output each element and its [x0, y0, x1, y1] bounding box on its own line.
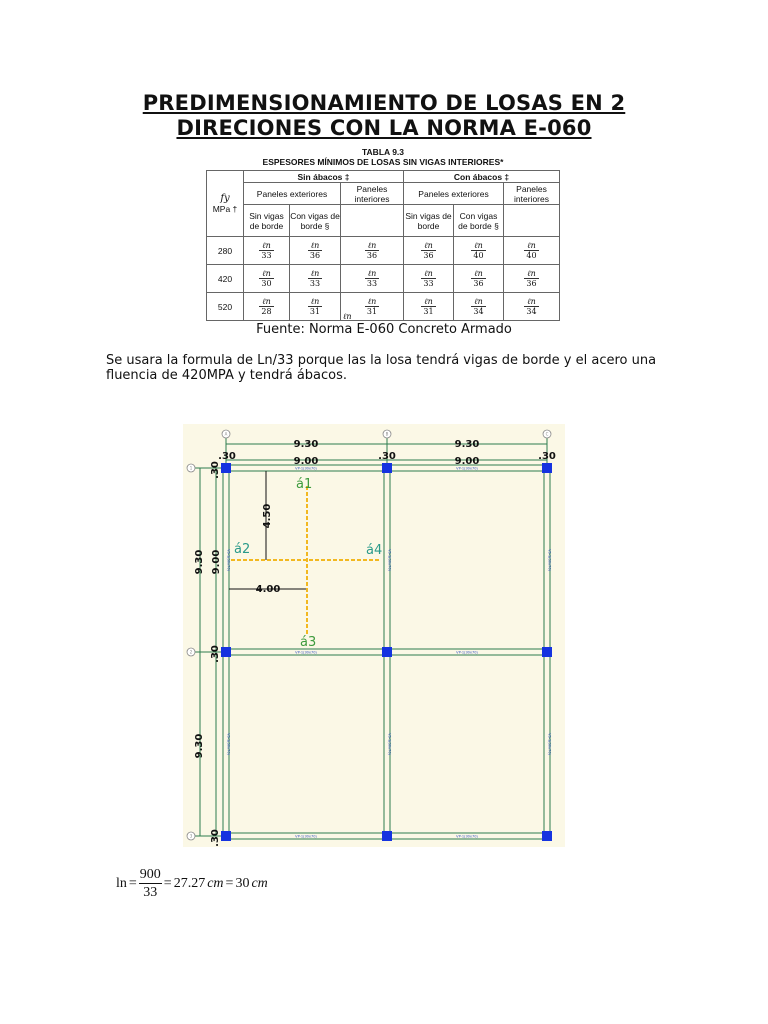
table-row	[207, 265, 560, 293]
dim-left-span-1: 9.30	[194, 549, 205, 575]
frac-num: ℓn	[365, 241, 379, 251]
ratio-cell	[244, 265, 290, 293]
fy-unit: MPa †	[212, 203, 238, 214]
column-a1	[221, 463, 231, 473]
formula-denominator: 33	[143, 885, 158, 900]
axis-label-a: A	[224, 431, 228, 437]
axis-label-c: C	[545, 431, 549, 437]
axis-label-2: 2	[189, 649, 193, 655]
frac-den: 34	[526, 307, 537, 316]
dim-col-width-3: .30	[538, 451, 556, 462]
ratio-cell	[290, 293, 341, 321]
column-b3	[382, 831, 392, 841]
column-c3	[542, 831, 552, 841]
explanation-paragraph: Se usara la formula de Ln/33 porque las la losa tendrá vigas de borde y el acero una fluencia de 420MPA y tendrá ábacos.	[106, 353, 657, 383]
formula-unit-2: cm	[251, 875, 268, 891]
ratio-cell	[244, 293, 290, 321]
frac-den: 31	[366, 307, 378, 316]
dim-col-width-1: .30	[218, 451, 236, 462]
frac-num: ℓn	[524, 269, 538, 279]
frac-den: 28	[261, 307, 272, 316]
frac-den: 31	[423, 307, 434, 316]
dim-top-span-2: 9.30	[454, 439, 480, 450]
beam-label: VP-1(30x70)	[295, 650, 317, 655]
ratio-cell	[404, 293, 454, 321]
paneles-interiores-sin: Paneles interiores	[341, 183, 404, 205]
frac-num: ℓn	[365, 297, 379, 307]
dim-top-span-1: 9.30	[293, 439, 319, 450]
frac-num: ℓn	[524, 297, 538, 307]
frac-den: 36	[366, 251, 378, 260]
paneles-exteriores-con: Paneles exteriores	[404, 183, 504, 205]
frac-den: 36	[309, 251, 321, 260]
beam-label: VP-1(30x70)	[456, 834, 478, 839]
frac-den: 40	[526, 251, 537, 260]
frac-num: ℓn	[259, 297, 273, 307]
label-a3: á3	[300, 635, 317, 650]
frac-num: ℓn	[471, 241, 485, 251]
table-row	[207, 293, 560, 321]
stray-ln-mark: ℓn	[343, 312, 352, 321]
blank-cell	[341, 205, 404, 237]
table-number: TABLA 9.3	[361, 147, 405, 157]
beam-label-vertical: VS-1(30x70)	[547, 549, 552, 571]
axis-label-3: 3	[189, 833, 193, 839]
group-sin-abacos: Sin ábacos ‡	[244, 171, 404, 183]
frac-num: ℓn	[524, 241, 538, 251]
formula-numerator: 900	[139, 867, 161, 882]
formula-unit-1: cm	[207, 875, 224, 891]
slab-plan-drawing	[183, 424, 565, 847]
frac-num: ℓn	[365, 269, 379, 279]
ratio-cell	[454, 293, 504, 321]
title-line-2: DIRECIONES CON LA NORMA E-060	[176, 116, 592, 140]
paneles-interiores-con: Paneles interiores	[504, 183, 560, 205]
beam-label: VP-1(30x70)	[295, 466, 317, 471]
column-b1	[382, 463, 392, 473]
dim-inner-span-2: 9.00	[454, 456, 480, 467]
thickness-table	[206, 170, 560, 321]
frac-den: 36	[473, 279, 484, 288]
label-a2: á2	[234, 542, 251, 557]
ratio-cell	[504, 265, 560, 293]
frac-num: ℓn	[471, 269, 485, 279]
ratio-cell	[504, 293, 560, 321]
column-c2	[542, 647, 552, 657]
dim-row-width-2: .30	[210, 645, 221, 663]
beam-label-vertical: VS-1(30x70)	[547, 733, 552, 755]
frac-den: 33	[366, 279, 378, 288]
ratio-cell	[504, 237, 560, 265]
frac-num: ℓn	[421, 241, 435, 251]
frac-den: 34	[473, 307, 484, 316]
formula-lhs: ln	[116, 875, 127, 891]
ratio-cell	[341, 265, 404, 293]
paneles-exteriores-sin: Paneles exteriores	[244, 183, 341, 205]
ratio-cell	[244, 237, 290, 265]
beam-label: VP-1(30x70)	[456, 650, 478, 655]
frac-num: ℓn	[259, 241, 273, 251]
formula-equals: =	[163, 875, 172, 891]
ratio-cell	[341, 237, 404, 265]
blank-cell	[504, 205, 560, 237]
table-title: ESPESORES MÍNIMOS DE LOSAS SIN VIGAS INTERIORES*	[262, 157, 504, 167]
group-con-abacos: Con ábacos ‡	[404, 171, 560, 183]
frac-num: ℓn	[421, 269, 435, 279]
formula-equals: =	[225, 875, 234, 891]
frac-den: 36	[423, 251, 434, 260]
con-vigas-2: Con vigas de borde §	[454, 205, 504, 237]
frac-den: 36	[526, 279, 537, 288]
sin-vigas-2: Sin vigas de borde	[404, 205, 454, 237]
fy-label: fy	[220, 192, 230, 204]
beam-label-vertical: VS-1(30x70)	[387, 549, 392, 571]
frac-num: ℓn	[308, 269, 322, 279]
ratio-cell	[341, 293, 404, 321]
frac-den: 31	[309, 307, 321, 316]
frac-num: ℓn	[421, 297, 435, 307]
beam-label: VP-1(30x70)	[295, 834, 317, 839]
dim-row-width-1: .30	[210, 461, 221, 479]
frac-num: ℓn	[259, 269, 273, 279]
thickness-formula	[116, 866, 268, 901]
ratio-cell	[404, 237, 454, 265]
dim-row-width-3: .30	[210, 829, 221, 847]
label-a4: á4	[366, 543, 383, 558]
ratio-cell	[290, 265, 341, 293]
label-a1: á1	[296, 477, 313, 492]
table-row	[207, 237, 560, 265]
frac-den: 40	[473, 251, 484, 260]
formula-result-1: 27.27	[173, 875, 206, 891]
fy-value: 420	[207, 265, 244, 293]
ratio-cell	[454, 265, 504, 293]
ratio-cell	[290, 237, 341, 265]
formula-equals: =	[128, 875, 137, 891]
beam-label: VP-1(30x70)	[456, 466, 478, 471]
plan-svg	[183, 424, 565, 847]
frac-den: 30	[261, 279, 272, 288]
beam-label-vertical: VS-1(30x70)	[387, 733, 392, 755]
column-b2	[382, 647, 392, 657]
column-c1	[542, 463, 552, 473]
frac-den: 33	[423, 279, 434, 288]
column-a2	[221, 647, 231, 657]
ratio-cell	[404, 265, 454, 293]
dim-inner-span-1: 9.00	[293, 456, 319, 467]
beam-label-vertical: VS-1(30x70)	[226, 733, 231, 755]
beam-label-vertical: VS-1(30x70)	[226, 549, 231, 571]
fy-value: 520	[207, 293, 244, 321]
dim-vertical-4-50: 4.50	[262, 503, 273, 529]
table-caption	[206, 147, 560, 167]
axis-label-b: B	[385, 431, 389, 437]
column-a3	[221, 831, 231, 841]
frac-den: 33	[309, 279, 321, 288]
title-line-1: PREDIMENSIONAMIENTO DE LOSAS EN 2	[142, 91, 626, 115]
dim-horizontal-4-00: 4.00	[255, 584, 281, 595]
page-title	[0, 91, 768, 141]
axis-label-1: 1	[189, 465, 193, 471]
formula-result-2: 30	[235, 875, 250, 891]
ratio-cell	[454, 237, 504, 265]
formula-fraction	[139, 866, 162, 901]
frac-num: ℓn	[471, 297, 485, 307]
frac-num: ℓn	[308, 241, 322, 251]
dim-left-span-2: 9.30	[194, 733, 205, 759]
dim-left-inner: 9.00	[211, 549, 222, 575]
sin-vigas-1: Sin vigas de borde	[244, 205, 290, 237]
con-vigas-1: Con vigas de borde §	[290, 205, 341, 237]
frac-den: 33	[261, 251, 272, 260]
fy-value: 280	[207, 237, 244, 265]
source-caption: Fuente: Norma E-060 Concreto Armado	[256, 322, 512, 337]
dim-col-width-2: .30	[378, 451, 396, 462]
fy-header	[207, 171, 244, 237]
frac-num: ℓn	[308, 297, 322, 307]
